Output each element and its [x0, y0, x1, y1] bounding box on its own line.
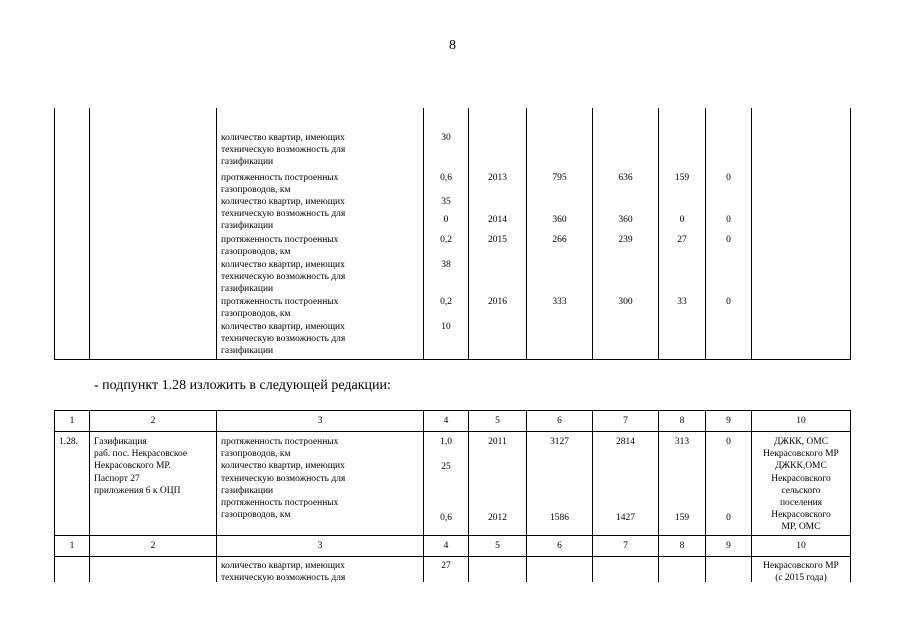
column-header: 6: [557, 416, 562, 426]
year-cell: 2012: [488, 513, 507, 523]
year-cell: 2011: [488, 437, 507, 447]
col9-cell: 0: [726, 513, 731, 523]
value-cell: 27: [441, 561, 451, 571]
executor-text: ДЖКК, ОМС Некрасовского МР ДЖКК,ОМС Некрасовского сельского поселения Некрасовского МР, ОМС: [763, 437, 839, 533]
column-header: 1: [69, 416, 75, 426]
page-number: 8: [449, 38, 456, 53]
indicator-text: количество квартир, имеющих техническую возможность для газификации: [221, 133, 346, 168]
indicator-text: количество квартир, имеющих техническую возможность для: [221, 561, 346, 584]
column-header: 4: [443, 416, 449, 426]
value-cell: 10: [441, 322, 451, 332]
column-header: 8: [679, 416, 685, 426]
value-cell: 1,0: [440, 437, 452, 447]
total-cell: 1586: [550, 513, 569, 523]
column-header: 5: [495, 541, 500, 551]
column-header: 9: [726, 416, 731, 426]
col9-cell: 0: [726, 215, 731, 225]
total-cell: 266: [552, 235, 567, 245]
value-cell: 0,2: [440, 297, 452, 307]
year-cell: 2013: [488, 173, 507, 183]
total-cell: 795: [552, 173, 567, 183]
indicator-text: протяженность построенных газопроводов, км количество квартир, имеющих техническую возможность для газификации протяженность построенных газопроводов, км: [221, 437, 346, 521]
column-header: 5: [495, 416, 500, 426]
column-header: 7: [623, 541, 628, 551]
col7-cell: 2814: [616, 437, 635, 447]
col9-cell: 0: [726, 235, 731, 245]
col7-cell: 360: [618, 215, 633, 225]
col7-cell: 239: [618, 235, 633, 245]
col7-cell: 300: [618, 297, 633, 307]
column-header: 3: [317, 541, 323, 551]
year-cell: 2014: [488, 215, 507, 225]
total-cell: 3127: [550, 437, 569, 447]
col8-cell: 159: [674, 513, 690, 523]
column-header: 7: [623, 416, 628, 426]
col8-cell: 313: [674, 437, 690, 447]
total-cell: 333: [552, 297, 567, 307]
col9-cell: 0: [726, 437, 731, 447]
column-header: 9: [726, 541, 731, 551]
value-cell: 0: [443, 215, 449, 225]
column-header: 4: [443, 541, 449, 551]
col8-cell: 27: [677, 235, 687, 245]
total-cell: 360: [552, 215, 567, 225]
col7-cell: 636: [618, 173, 633, 183]
indicator-text: количество квартир, имеющих техническую возможность для газификации: [221, 260, 346, 295]
col9-cell: 0: [726, 297, 731, 307]
indicator-text: протяженность построенных газопроводов, км: [221, 235, 339, 258]
project-name: Газификация раб. пос. Некрасовское Некрасовского МР. Паспорт 27 приложения 6 к ОЦП: [94, 437, 188, 496]
col9-cell: 0: [726, 173, 731, 183]
value-cell: 35: [441, 197, 451, 207]
value-cell: 25: [441, 462, 451, 472]
column-header: 2: [150, 416, 156, 426]
indicator-text: количество квартир, имеющих техническую возможность для газификации: [221, 322, 346, 357]
year-cell: 2015: [488, 235, 507, 245]
column-header: 10: [796, 541, 806, 551]
col8-cell: 0: [679, 215, 685, 225]
column-header: 6: [557, 541, 562, 551]
executor-text: Некрасовского МР (с 2015 года): [763, 561, 839, 584]
value-cell: 0,6: [440, 173, 452, 183]
col7-cell: 1427: [616, 513, 635, 523]
column-header: 10: [796, 416, 806, 426]
value-cell: 38: [441, 260, 451, 270]
column-header: 1: [69, 541, 75, 551]
indicator-text: количество квартир, имеющих техническую возможность для газификации: [221, 197, 346, 232]
column-header: 2: [150, 541, 156, 551]
col8-cell: 33: [677, 297, 687, 307]
value-cell: 0,6: [440, 513, 452, 523]
value-cell: 0,2: [440, 235, 452, 245]
instruction-text: - подпункт 1.28 изложить в следующей редакции:: [94, 378, 391, 393]
indicator-text: протяженность построенных газопроводов, км: [221, 173, 339, 196]
col8-cell: 159: [674, 173, 690, 183]
value-cell: 30: [441, 133, 451, 143]
indicator-text: протяженность построенных газопроводов, км: [221, 297, 339, 320]
column-header: 8: [679, 541, 685, 551]
year-cell: 2016: [488, 297, 507, 307]
column-header: 3: [317, 416, 323, 426]
row-number: 1.28.: [59, 437, 78, 447]
